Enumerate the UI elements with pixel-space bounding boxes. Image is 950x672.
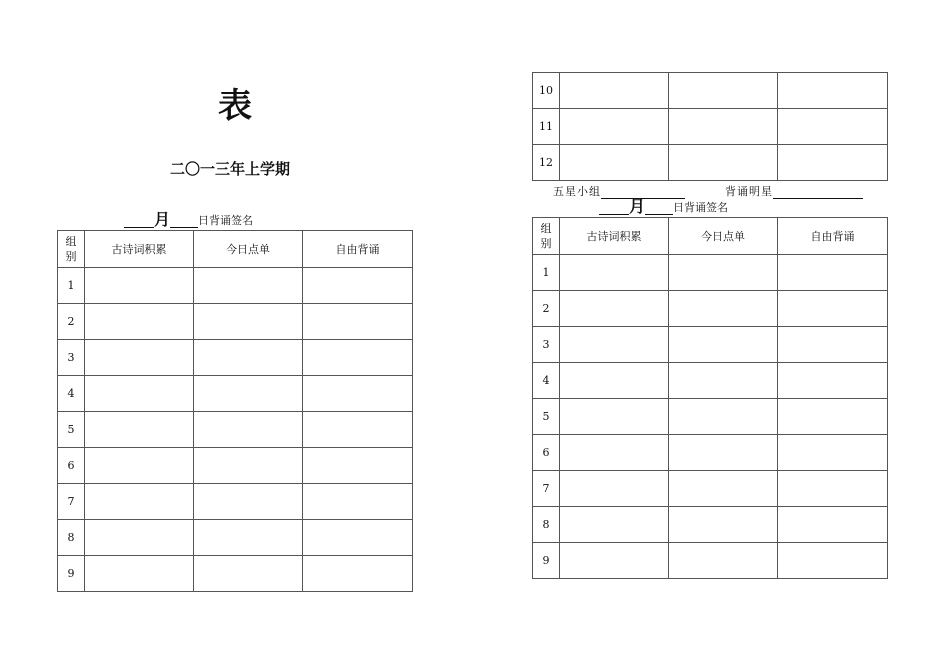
group-number: 6 — [58, 448, 85, 484]
group-number: 4 — [58, 376, 85, 412]
month-blank[interactable] — [599, 200, 629, 215]
today-order-cell[interactable] — [669, 363, 778, 399]
free-recitation-cell[interactable] — [778, 109, 888, 145]
free-recitation-cell[interactable] — [778, 145, 888, 181]
today-order-cell[interactable] — [194, 448, 303, 484]
poetry-accumulation-cell[interactable] — [560, 543, 669, 579]
table-row — [58, 268, 413, 304]
poetry-accumulation-cell[interactable] — [85, 268, 194, 304]
recite-star-blank[interactable] — [773, 186, 863, 199]
free-recitation-cell[interactable] — [778, 507, 888, 543]
month-label: 月 — [154, 210, 171, 229]
today-order-cell[interactable] — [669, 399, 778, 435]
table-row — [533, 507, 888, 543]
poetry-accumulation-header: 古诗词积累 — [560, 218, 669, 255]
group-number: 2 — [58, 304, 85, 340]
free-recitation-cell[interactable] — [303, 484, 413, 520]
free-recitation-cell[interactable] — [303, 376, 413, 412]
heading-suffix: 日背诵签名 — [198, 214, 254, 227]
poetry-accumulation-cell[interactable] — [560, 399, 669, 435]
today-order-cell[interactable] — [194, 484, 303, 520]
free-recitation-cell[interactable] — [778, 363, 888, 399]
group-number: 1 — [533, 255, 560, 291]
table-header-row — [533, 218, 888, 255]
today-order-cell[interactable] — [669, 291, 778, 327]
free-recitation-cell[interactable] — [303, 412, 413, 448]
group-number: 7 — [58, 484, 85, 520]
today-order-header: 今日点单 — [669, 218, 778, 255]
table-row — [533, 399, 888, 435]
group-number: 3 — [533, 327, 560, 363]
free-recitation-cell[interactable] — [778, 73, 888, 109]
table-row — [533, 363, 888, 399]
free-recitation-cell[interactable] — [778, 291, 888, 327]
today-order-cell[interactable] — [194, 304, 303, 340]
today-order-cell[interactable] — [669, 145, 778, 181]
group-number: 8 — [533, 507, 560, 543]
free-recitation-cell[interactable] — [303, 556, 413, 592]
group-number: 11 — [533, 109, 560, 145]
table-row — [58, 556, 413, 592]
today-order-header: 今日点单 — [194, 231, 303, 268]
table-row — [58, 304, 413, 340]
table-row — [58, 376, 413, 412]
table-row — [533, 435, 888, 471]
month-label: 月 — [629, 197, 646, 216]
today-order-cell[interactable] — [669, 73, 778, 109]
today-order-cell[interactable] — [669, 543, 778, 579]
today-order-cell[interactable] — [194, 556, 303, 592]
today-order-cell[interactable] — [194, 412, 303, 448]
free-recitation-header: 自由背诵 — [778, 218, 888, 255]
semester-label: 二〇一三年上学期 — [170, 160, 291, 178]
free-recitation-cell[interactable] — [303, 304, 413, 340]
today-order-cell[interactable] — [194, 340, 303, 376]
poetry-accumulation-cell[interactable] — [85, 376, 194, 412]
free-recitation-cell[interactable] — [303, 340, 413, 376]
poetry-accumulation-cell[interactable] — [85, 412, 194, 448]
group-number: 4 — [533, 363, 560, 399]
free-recitation-cell[interactable] — [778, 543, 888, 579]
table-row — [58, 484, 413, 520]
poetry-accumulation-cell[interactable] — [85, 556, 194, 592]
left-sheet-heading — [124, 212, 253, 228]
poetry-accumulation-cell[interactable] — [560, 363, 669, 399]
table-row — [58, 340, 413, 376]
today-order-cell[interactable] — [194, 268, 303, 304]
table-row — [533, 543, 888, 579]
free-recitation-cell[interactable] — [778, 255, 888, 291]
group-number: 2 — [533, 291, 560, 327]
poetry-accumulation-cell[interactable] — [560, 73, 669, 109]
heading-suffix: 日背诵签名 — [673, 201, 729, 214]
group-number: 8 — [58, 520, 85, 556]
today-order-cell[interactable] — [669, 327, 778, 363]
right-recitation-table — [532, 217, 888, 579]
day-blank[interactable] — [170, 213, 198, 228]
poetry-accumulation-cell[interactable] — [85, 448, 194, 484]
group-number: 7 — [533, 471, 560, 507]
poetry-accumulation-cell[interactable] — [560, 435, 669, 471]
table-row — [58, 412, 413, 448]
table-row — [533, 145, 888, 181]
free-recitation-cell[interactable] — [303, 520, 413, 556]
recite-star-label: 背诵明星 — [725, 185, 773, 198]
poetry-accumulation-cell[interactable] — [85, 520, 194, 556]
today-order-cell[interactable] — [669, 471, 778, 507]
group-number: 5 — [533, 399, 560, 435]
table-header-row — [58, 231, 413, 268]
right-sheet-heading — [599, 199, 728, 215]
free-recitation-cell[interactable] — [778, 327, 888, 363]
group-header: 组 别 — [58, 231, 85, 268]
free-recitation-cell[interactable] — [778, 435, 888, 471]
poetry-accumulation-header: 古诗词积累 — [85, 231, 194, 268]
free-recitation-cell[interactable] — [778, 471, 888, 507]
table-row — [533, 291, 888, 327]
today-order-cell[interactable] — [669, 255, 778, 291]
poetry-accumulation-cell[interactable] — [85, 304, 194, 340]
table-row — [533, 255, 888, 291]
poetry-accumulation-cell[interactable] — [560, 327, 669, 363]
day-blank[interactable] — [645, 200, 673, 215]
group-number: 9 — [58, 556, 85, 592]
poetry-accumulation-cell[interactable] — [560, 109, 669, 145]
poetry-accumulation-cell[interactable] — [85, 340, 194, 376]
table-row — [533, 327, 888, 363]
today-order-cell[interactable] — [669, 109, 778, 145]
group-header: 组 别 — [533, 218, 560, 255]
today-order-cell[interactable] — [669, 435, 778, 471]
group-number: 3 — [58, 340, 85, 376]
month-blank[interactable] — [124, 213, 154, 228]
stars-line — [553, 183, 863, 199]
table-row — [533, 73, 888, 109]
group-number: 1 — [58, 268, 85, 304]
table-row — [58, 448, 413, 484]
group-number: 6 — [533, 435, 560, 471]
free-recitation-cell[interactable] — [303, 448, 413, 484]
free-recitation-header: 自由背诵 — [303, 231, 413, 268]
free-recitation-cell[interactable] — [778, 399, 888, 435]
left-recitation-table — [57, 230, 413, 592]
five-star-group-label: 五星小组 — [553, 185, 601, 198]
group-number: 9 — [533, 543, 560, 579]
poetry-accumulation-cell[interactable] — [85, 484, 194, 520]
poetry-accumulation-cell[interactable] — [560, 255, 669, 291]
free-recitation-cell[interactable] — [303, 268, 413, 304]
table-row — [533, 109, 888, 145]
group-number: 12 — [533, 145, 560, 181]
right-top-recitation-table — [532, 72, 888, 181]
sheet-title: 表 — [218, 86, 254, 126]
today-order-cell[interactable] — [194, 520, 303, 556]
table-row — [533, 471, 888, 507]
table-row — [58, 520, 413, 556]
today-order-cell[interactable] — [669, 507, 778, 543]
poetry-accumulation-cell[interactable] — [560, 507, 669, 543]
group-number: 5 — [58, 412, 85, 448]
today-order-cell[interactable] — [194, 376, 303, 412]
poetry-accumulation-cell[interactable] — [560, 291, 669, 327]
poetry-accumulation-cell[interactable] — [560, 471, 669, 507]
poetry-accumulation-cell[interactable] — [560, 145, 669, 181]
group-number: 10 — [533, 73, 560, 109]
